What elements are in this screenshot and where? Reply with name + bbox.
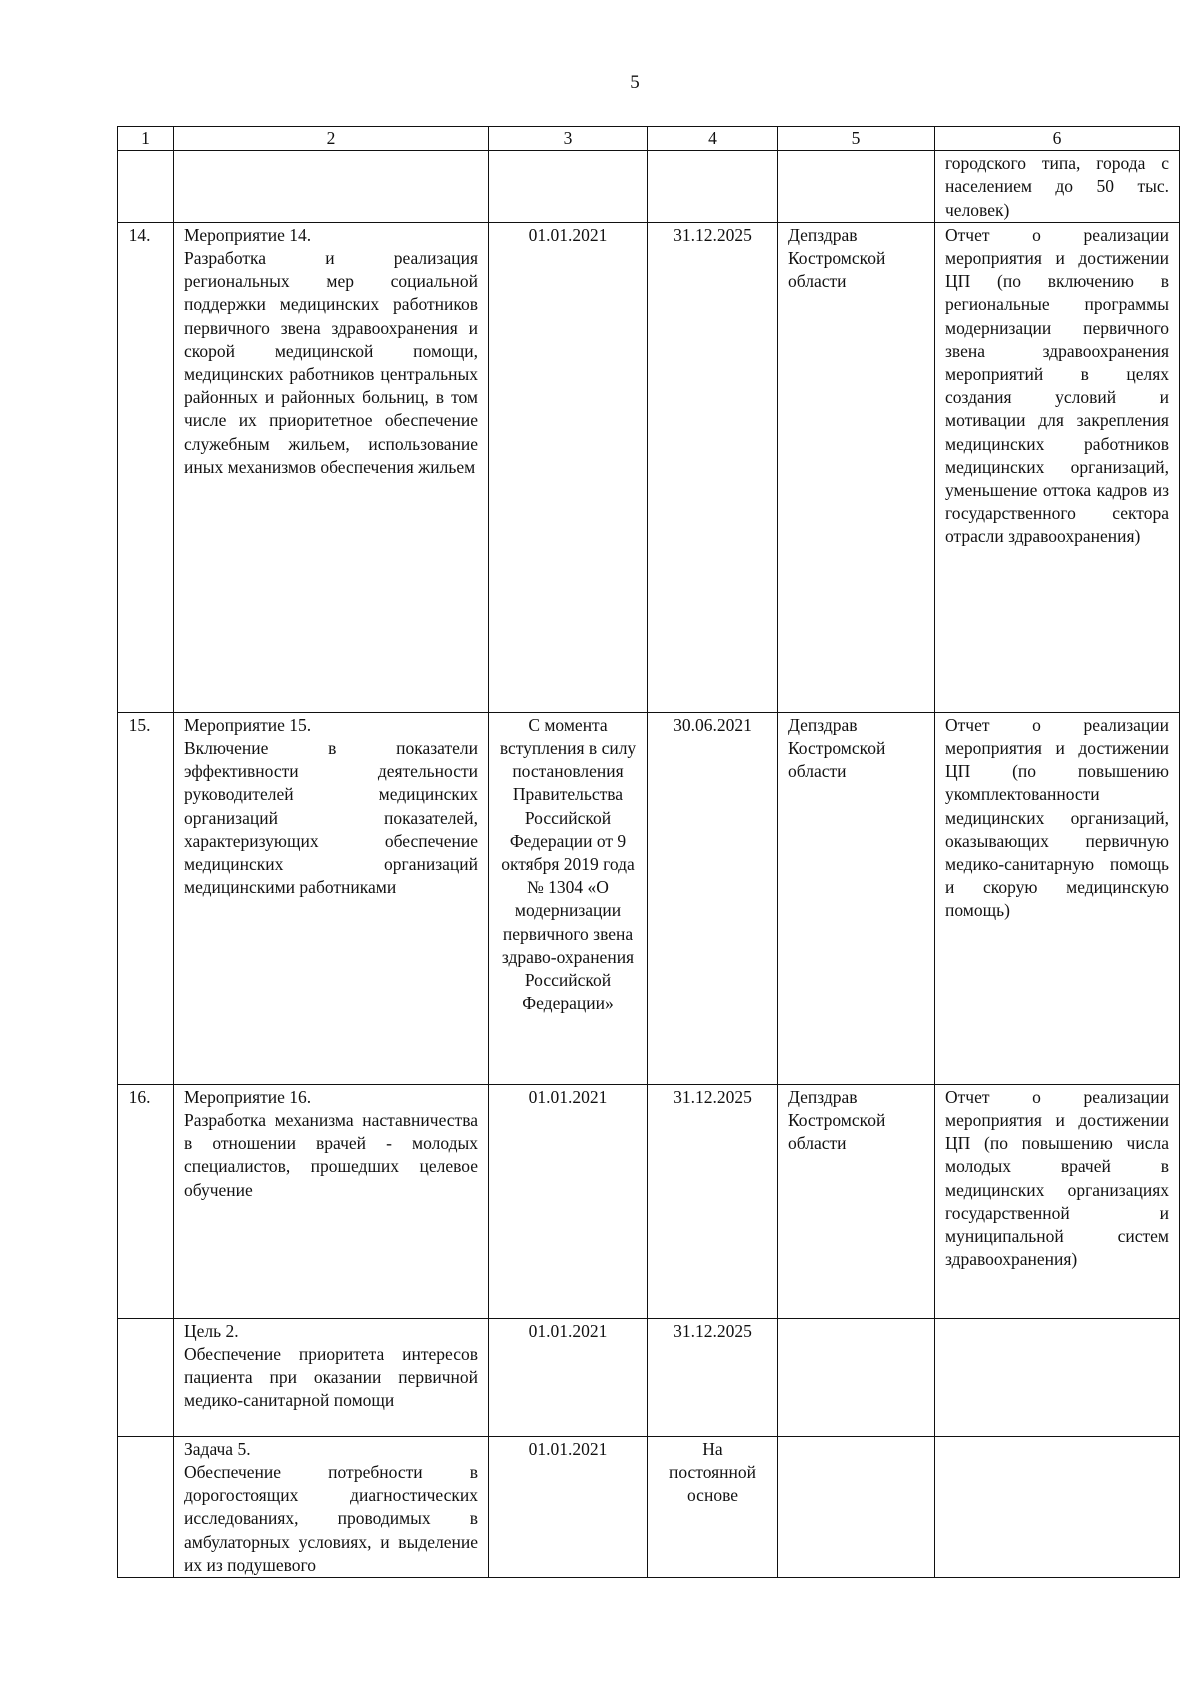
end-date-cell	[648, 151, 778, 223]
table-row	[118, 712, 1180, 1084]
event-text: Разработка и реализация региональных мер социальной поддержки медицинских работников первичного звена здравоохранения и скорой медицинской помощи, медицинских работников центральных районных и районных больниц, в том числе их приоритетное обеспечение служебным жильем, использование иных механизмов обеспечения жильем	[184, 248, 478, 477]
end-date-cell: На постоянной основе	[648, 1436, 778, 1577]
event-cell	[174, 712, 489, 1084]
header-col-5: 5	[778, 127, 935, 151]
row-number	[118, 1436, 174, 1577]
header-col-4: 4	[648, 127, 778, 151]
start-date-cell: 01.01.2021	[489, 1318, 648, 1436]
table-row	[118, 222, 1180, 712]
row-number: 16.	[118, 1084, 174, 1318]
event-cell	[174, 222, 489, 712]
end-date-cell: 31.12.2025	[648, 1318, 778, 1436]
result-cell	[935, 1318, 1180, 1436]
executor-cell: Депздрав Костромской области	[778, 712, 935, 1084]
row-number: 14.	[118, 222, 174, 712]
end-date-cell: 31.12.2025	[648, 222, 778, 712]
start-date-cell	[489, 151, 648, 223]
table-row	[118, 1436, 1180, 1577]
result-cell: Отчет о реализации мероприятия и достижении ЦП (по повышению числа молодых врачей в медицинских организациях государственной и муниципальной систем здравоохранения)	[935, 1084, 1180, 1318]
header-col-2: 2	[174, 127, 489, 151]
goal-title: Цель 2.	[184, 1320, 239, 1341]
header-col-6: 6	[935, 127, 1180, 151]
goal-text: Обеспечение приоритета интересов пациента при оказании первичной медико-санитарной помощи	[184, 1344, 478, 1411]
start-date-cell: С момента вступления в силу постановления Правительства Российской Федерации от 9 октября 2019 года № 1304 «О модернизации первичного звена здраво-охранения Российской Федерации»	[489, 712, 648, 1084]
row-number: 15.	[118, 712, 174, 1084]
end-date-cell: 30.06.2021	[648, 712, 778, 1084]
header-col-1: 1	[118, 127, 174, 151]
task-text: Обеспечение потребности в дорогостоящих диагностических исследованиях, проводимых в амбулаторных условиях, и выделение их из подушевого	[184, 1462, 478, 1575]
start-date-cell: 01.01.2021	[489, 1436, 648, 1577]
event-title: Мероприятие 16.	[184, 1086, 312, 1107]
task-title: Задача 5.	[184, 1438, 251, 1459]
start-date-cell: 01.01.2021	[489, 1084, 648, 1318]
measures-table	[117, 126, 1180, 1578]
page-number: 5	[630, 72, 640, 93]
executor-cell	[778, 1318, 935, 1436]
header-col-3: 3	[489, 127, 648, 151]
event-text: Разработка механизма наставничества в отношении врачей - молодых специалистов, прошедших целевое обучение	[184, 1110, 478, 1200]
result-cell	[935, 1436, 1180, 1577]
result-cell: Отчет о реализации мероприятия и достижении ЦП (по повышению укомплектованности медицинских организаций, оказывающих первичную медико-санитарную помощь и скорую медицинскую помощь)	[935, 712, 1180, 1084]
row-number	[118, 151, 174, 223]
executor-cell: Депздрав Костромской области	[778, 1084, 935, 1318]
executor-cell: Депздрав Костромской области	[778, 222, 935, 712]
event-title: Мероприятие 14.	[184, 224, 312, 245]
result-cell: городского типа, города с населением до 50 тыс. человек)	[935, 151, 1180, 223]
event-text: Включение в показатели эффективности деятельности руководителей медицинских организаций показателей, характеризующих обеспечение медицинских организаций медицинскими работниками	[184, 738, 478, 898]
start-date-cell: 01.01.2021	[489, 222, 648, 712]
event-cell	[174, 1318, 489, 1436]
table-row	[118, 1084, 1180, 1318]
result-cell: Отчет о реализации мероприятия и достижении ЦП (по включению в региональные программы модернизации первичного звена здравоохранения мероприятий в целях создания условий и мотивации для закрепления медицинских работников медицинских организаций, уменьшение оттока кадров из государственного сектора отрасли здравоохранения)	[935, 222, 1180, 712]
executor-cell	[778, 1436, 935, 1577]
event-cell	[174, 1084, 489, 1318]
table-row	[118, 151, 1180, 223]
end-date-cell: 31.12.2025	[648, 1084, 778, 1318]
event-cell	[174, 151, 489, 223]
event-title: Мероприятие 15.	[184, 714, 312, 735]
header-row	[118, 127, 1180, 151]
event-cell	[174, 1436, 489, 1577]
row-number	[118, 1318, 174, 1436]
table-row	[118, 1318, 1180, 1436]
executor-cell	[778, 151, 935, 223]
